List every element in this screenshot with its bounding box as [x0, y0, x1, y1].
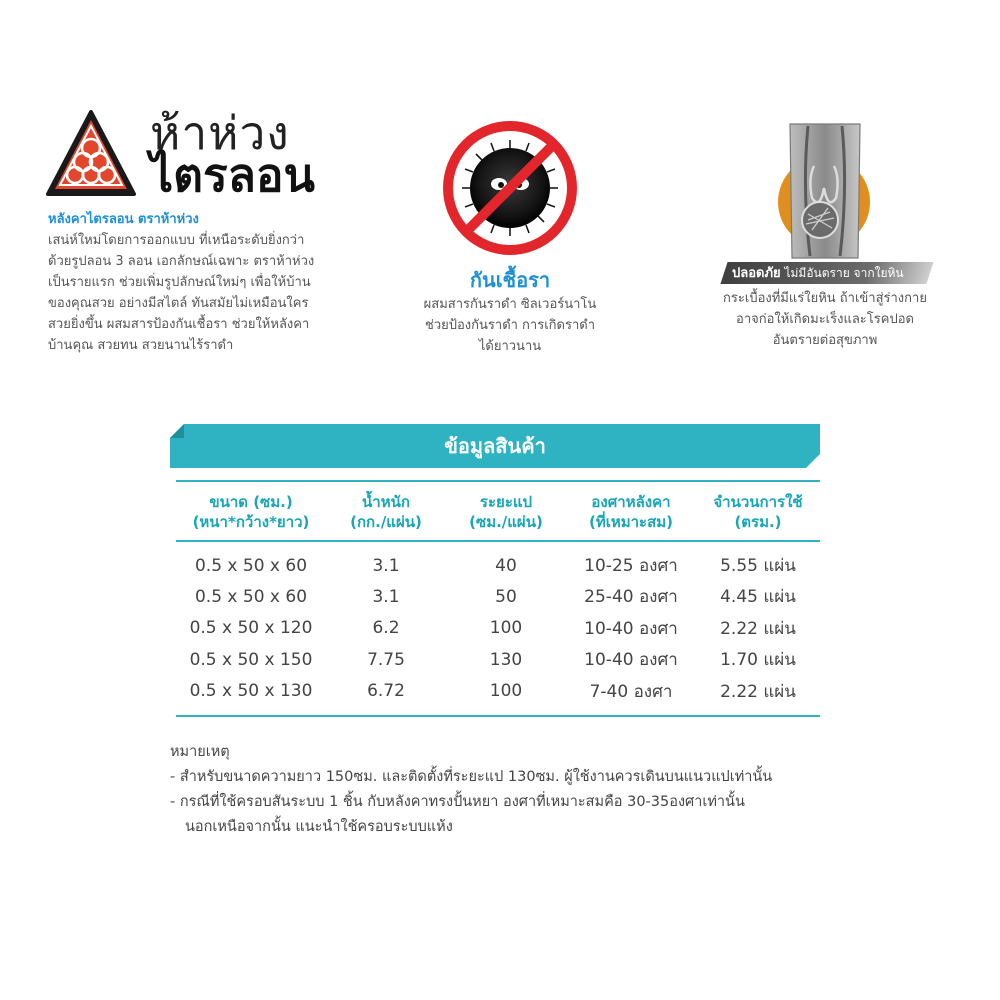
cell-usage: 2.22 แผ่น	[720, 618, 796, 639]
brand-description-line: เสน่ห์ใหม่โดยการออกแบบ ที่เหนือระดับยิ่งกว่า	[48, 233, 305, 248]
note-line: นอกเหนือจากนั้น แนะนำใช้ครอบระบบแห้ง	[185, 819, 453, 835]
mold-description-line: ได้ยาวนาน	[478, 339, 542, 354]
cell-weight: 3.1	[372, 586, 400, 607]
safe-feature-description	[700, 288, 950, 351]
cell-usage: 2.22 แผ่น	[720, 681, 796, 702]
header-usage	[696, 481, 820, 541]
cell-angle: 10-40 องศา	[584, 650, 678, 671]
header-purlin-line2: (ซม./แผ่น)	[469, 513, 543, 531]
mold-feature-description	[385, 294, 635, 357]
note-line: - กรณีที่ใช้ครอบสันระบบ 1 ชิ้น กับหลังคาทรงปั้นหยา องศาที่เหมาะสมคือ 30-35องศาเท่านั้น	[170, 794, 745, 810]
spec-banner-title: ข้อมูลสินค้า	[444, 434, 546, 458]
cell-size: 0.5 x 50 x 150	[189, 649, 313, 670]
cell-angle: 10-25 องศา	[584, 556, 678, 576]
cell-purlin: 100	[489, 681, 523, 701]
brand-description-line: ด้วยรูปลอน 3 ลอน เอกลักษณ์เฉพาะ ตราห้าห่วง	[48, 254, 315, 269]
brand-heading: หลังคาไตรลอน ตราห้าห่วง	[48, 212, 199, 227]
cell-angle: 10-40 องศา	[584, 618, 678, 639]
cell-purlin: 40	[495, 555, 517, 576]
header-weight-line2: (กก./แผ่น)	[350, 513, 422, 531]
note-line: - สำหรับขนาดความยาว 150ซม. และติดตั้งที่ระยะแป 130ซม. ผู้ใช้งานควรเดินบนแนวแปเท่านั้น	[170, 769, 773, 785]
cell-purlin: 50	[495, 586, 517, 607]
cell-size: 0.5 x 50 x 130	[189, 681, 313, 701]
spec-table	[176, 480, 820, 717]
cell-usage: 4.45 แผ่น	[720, 587, 796, 608]
cell-weight: 3.1	[372, 555, 400, 576]
mold-description-line: ผสมสารกันราดำ ซิลเวอร์นาโน	[423, 297, 597, 312]
mold-feature-title: กันเชื้อรา	[469, 268, 551, 292]
header-usage-line1: จำนวนการใช้	[713, 493, 803, 511]
header-angle-line1: องศาหลังคา	[591, 493, 671, 511]
header-size	[176, 481, 326, 541]
header-purlin-line1: ระยะแป	[479, 493, 533, 511]
brand-description-line: ของคุณสวย อย่างมีสไตล์ ทันสมัยไม่เหมือนใคร	[48, 296, 309, 311]
header-size-line2: (หนา*กว้าง*ยาว)	[192, 513, 310, 531]
notes-heading: หมายเหตุ	[170, 744, 230, 760]
cell-size: 0.5 x 50 x 60	[194, 586, 308, 607]
cell-usage: 1.70 แผ่น	[720, 650, 796, 671]
header-angle-line2: (ที่เหมาะสม)	[588, 513, 674, 531]
safe-description-line: อันตรายต่อสุขภาพ	[772, 333, 878, 348]
cell-size: 0.5 x 50 x 120	[189, 618, 313, 639]
cell-weight: 7.75	[367, 649, 405, 670]
brand-description-line: สวยยิ่งขึ้น ผสมสารป้องกันเชื้อรา ช่วยให้หลังคา	[48, 317, 310, 332]
brand-title-line1: ห้าห่วง	[150, 106, 290, 160]
five-rings-logo-icon	[46, 110, 136, 200]
cell-weight: 6.2	[372, 618, 400, 639]
safe-tag	[732, 263, 932, 283]
mold-description-line: ช่วยป้องกันราดำ การเกิดราดำ	[425, 318, 595, 333]
header-usage-line2: (ตรม.)	[734, 513, 782, 531]
brand-description-line: บ้านคุณ สวยทน สวยนานไร้ราดำ	[48, 338, 234, 353]
asbestos-free-icon	[768, 118, 880, 263]
brand-description	[48, 230, 348, 356]
brand-description-line: เป็นรายแรก ช่วยเพิ่มรูปลักษณ์ใหม่ๆ เพื่อให้บ้าน	[48, 275, 311, 290]
table-row	[176, 676, 820, 716]
header-size-line1: ขนาด (ซม.)	[209, 493, 293, 511]
table-row	[176, 613, 820, 645]
cell-size: 0.5 x 50 x 60	[194, 555, 308, 576]
cell-usage: 5.55 แผ่น	[720, 556, 796, 576]
table-row	[176, 541, 820, 581]
table-row	[176, 581, 820, 613]
brand-title-line2: ไตรลอน	[150, 148, 315, 202]
header-roof-angle	[566, 481, 696, 541]
header-weight-line1: น้ำหนัก	[362, 493, 410, 511]
cell-angle: 25-40 องศา	[584, 587, 678, 608]
safe-tag-text: ไม่มีอันตราย จากใยหิน	[780, 266, 904, 280]
cell-purlin: 100	[489, 618, 523, 639]
header-weight	[326, 481, 446, 541]
table-header-row	[176, 481, 820, 541]
no-mold-icon	[442, 120, 578, 256]
table-row	[176, 644, 820, 676]
safe-tag-bold: ปลอดภัย	[732, 266, 781, 281]
cell-weight: 6.72	[367, 681, 405, 701]
safe-description-line: กระเบื้องที่มีแร่ใยหิน ถ้าเข้าสู่ร่างกาย	[723, 291, 927, 306]
notes-section	[170, 740, 890, 840]
header-purlin-spacing	[446, 481, 566, 541]
safe-description-line: อาจก่อให้เกิดมะเร็งและโรคปอด	[736, 312, 914, 327]
cell-purlin: 130	[489, 649, 523, 670]
cell-angle: 7-40 องศา	[589, 681, 673, 702]
